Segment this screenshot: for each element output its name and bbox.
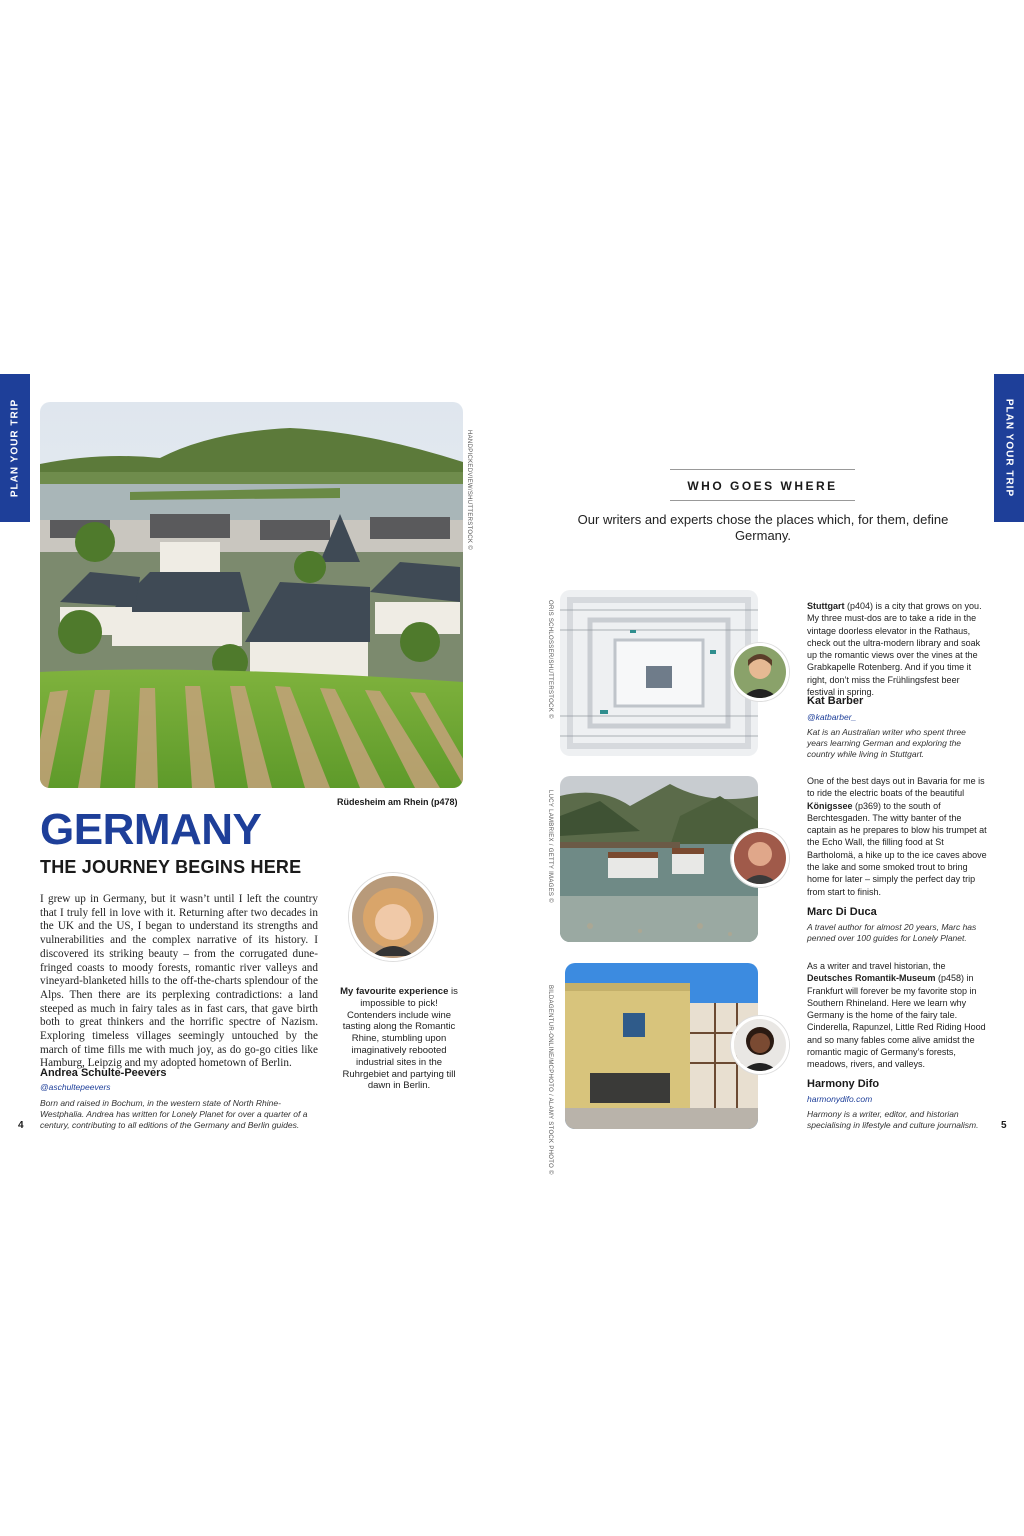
marc-di-duca-avatar — [731, 829, 789, 887]
plan-your-trip-tab-left — [0, 374, 30, 522]
photo-caption: Rüdesheim am Rhein (p478) — [337, 797, 458, 807]
kat-barber-avatar — [731, 643, 789, 701]
entry-place-museum: Deutsches Romantik-Museum — [807, 973, 936, 984]
intro-paragraph: I grew up in Germany, but it wasn’t until I left the country that I truly fell in love with it. Returning after two decades in the UK and the US, I began to understand its strengths and vulnerabilities and the complex narrative of its history. I discovered its striking beauty – from the corrugated dune-fringed coasts to moody forests, romantic river valleys and vineyard-blanketed hills to the off-the-charts splendour of the Alps. Then there are its perplexing contradictions: a land steeped as much in fairy tales as in fast cars, that gave birth both to great thinkers and the horrific spectre of Nazism. Exploring timeless villages seemingly untouched by the march of time fills me with much joy, as do go-go cities like Hamburg, Leipzig and my adopted hometown of Berlin. — [40, 893, 318, 1070]
author-avatar — [349, 873, 437, 961]
entry-text-museum — [807, 960, 987, 1071]
rudesheim-photo — [40, 402, 463, 788]
photo-credit-museum: BILDAGENTUR-ONLINE/MCPHOTO / ALAMY STOCK PHOTO © — [547, 985, 553, 1175]
entry-handle-kat-barber[interactable]: @katbarber_ — [807, 712, 857, 722]
author-name: Andrea Schulte-Peevers — [40, 1067, 167, 1079]
vineyard-town-illustration — [40, 402, 463, 788]
tab-label-left: PLAN YOUR TRIP — [9, 398, 21, 498]
tab-label-right: PLAN YOUR TRIP — [1003, 398, 1015, 498]
entry-text-stuttgart — [807, 600, 987, 698]
entry-bio-harmony-difo: Harmony is a writer, editor, and historian specialising in lifestyle and culture journalism. — [807, 1109, 979, 1130]
stuttgart-library-photo — [560, 590, 758, 756]
entry-bio-kat-barber: Kat is an Australian writer who spent three years learning German and exploring the country while living in Stuttgart. — [807, 727, 966, 759]
entry-body-museum: (p458) in Frankfurt will forever be my favorite stop in Southern Rhineland. Here we learn why Germany is the home of the fairy tale. Cinderella, Rapunzel, Little Red Riding Hood and so many fables come alive amidst the romantic magic of Germany’s forests, meadows, rivers, and valleys. — [807, 973, 986, 1070]
entry-body-stuttgart: (p404) is a city that grows on you. My three must-dos are to take a ride in the vintage doorless elevator in the Rathaus, check out the ultra-modern library and soak up the romantic views over the vines at the Grabkapelle Rotenberg. And if you time it right, don’t miss the Frühlingsfest beer festival in spring. — [807, 601, 982, 698]
entry-place-stuttgart: Stuttgart — [807, 601, 845, 611]
page-subtitle: THE JOURNEY BEGINS HERE — [40, 857, 302, 877]
favourite-experience — [340, 986, 458, 1092]
page-title: GERMANY — [40, 805, 262, 854]
entry-author-kat-barber: Kat Barber — [807, 695, 864, 707]
harmony-difo-avatar — [731, 1016, 789, 1074]
entry-bio-marc-di-duca: A travel author for almost 20 years, Marc has penned over 100 guides for Lonely Planet. — [807, 922, 977, 943]
page-number-left: 4 — [18, 1120, 24, 1131]
konigssee-boats-photo — [560, 776, 758, 942]
author-bio: Born and raised in Bochum, in the western state of North Rhine-Westphalia. Andrea has written for Lonely Planet for over a quarter of a century, contributing to all editions of the Germany and Berlin guides. — [40, 1098, 308, 1130]
entry-pre-museum: As a writer and travel historian, the — [807, 961, 946, 971]
entry-author-harmony-difo: Harmony Difo — [807, 1078, 880, 1090]
favourite-text: is impossible to pick! Contenders include wine tasting along the Romantic Rhine, stumbling upon imaginatively rebooted industrial sites in the Ruhrgebiet and partying till dawn in Berlin. — [342, 986, 458, 1092]
photo-credit-main: HANDPICKEDVIEW/SHUTTERSTOCK © — [466, 430, 472, 551]
section-title: WHO GOES WHERE — [687, 479, 838, 493]
favourite-lead: My favourite experience — [340, 986, 449, 997]
entry-handle-harmony-difo[interactable]: harmonydifo.com — [807, 1094, 873, 1104]
section-subtitle: Our writers and experts chose the places which, for them, define Germany. — [577, 512, 949, 543]
entry-pre-konigssee: One of the best days out in Bavaria for me is to ride the electric boats of the beautiful — [807, 776, 985, 799]
photo-credit-stuttgart: ORIS SCHLOSSER/SHUTTERSTOCK © — [547, 600, 553, 719]
section-rule-top — [670, 469, 855, 470]
entry-text-konigssee — [807, 775, 987, 898]
entry-author-marc-di-duca: Marc Di Duca — [807, 906, 877, 918]
entry-place-konigssee: Königssee — [807, 800, 853, 811]
photo-credit-konigssee: LUCY LAMBRIEX / GETTY IMAGES © — [547, 790, 553, 903]
section-rule-bottom — [670, 500, 855, 501]
plan-your-trip-tab-right — [994, 374, 1024, 522]
page-number-right: 5 — [1001, 1120, 1007, 1131]
entry-body-konigssee: (p369) to the south of Berchtesgaden. The witty banter of the captain as he prepares to blow his trumpet at the Echo Wall, the filling food at St Bartholomä, a hike up to the ice caves above the lake and some smoked trout to bring home for later – simply the perfect day trip from start to finish. — [807, 800, 987, 897]
author-handle[interactable]: @aschultepeevers — [40, 1082, 111, 1092]
romantik-museum-photo — [565, 963, 758, 1129]
